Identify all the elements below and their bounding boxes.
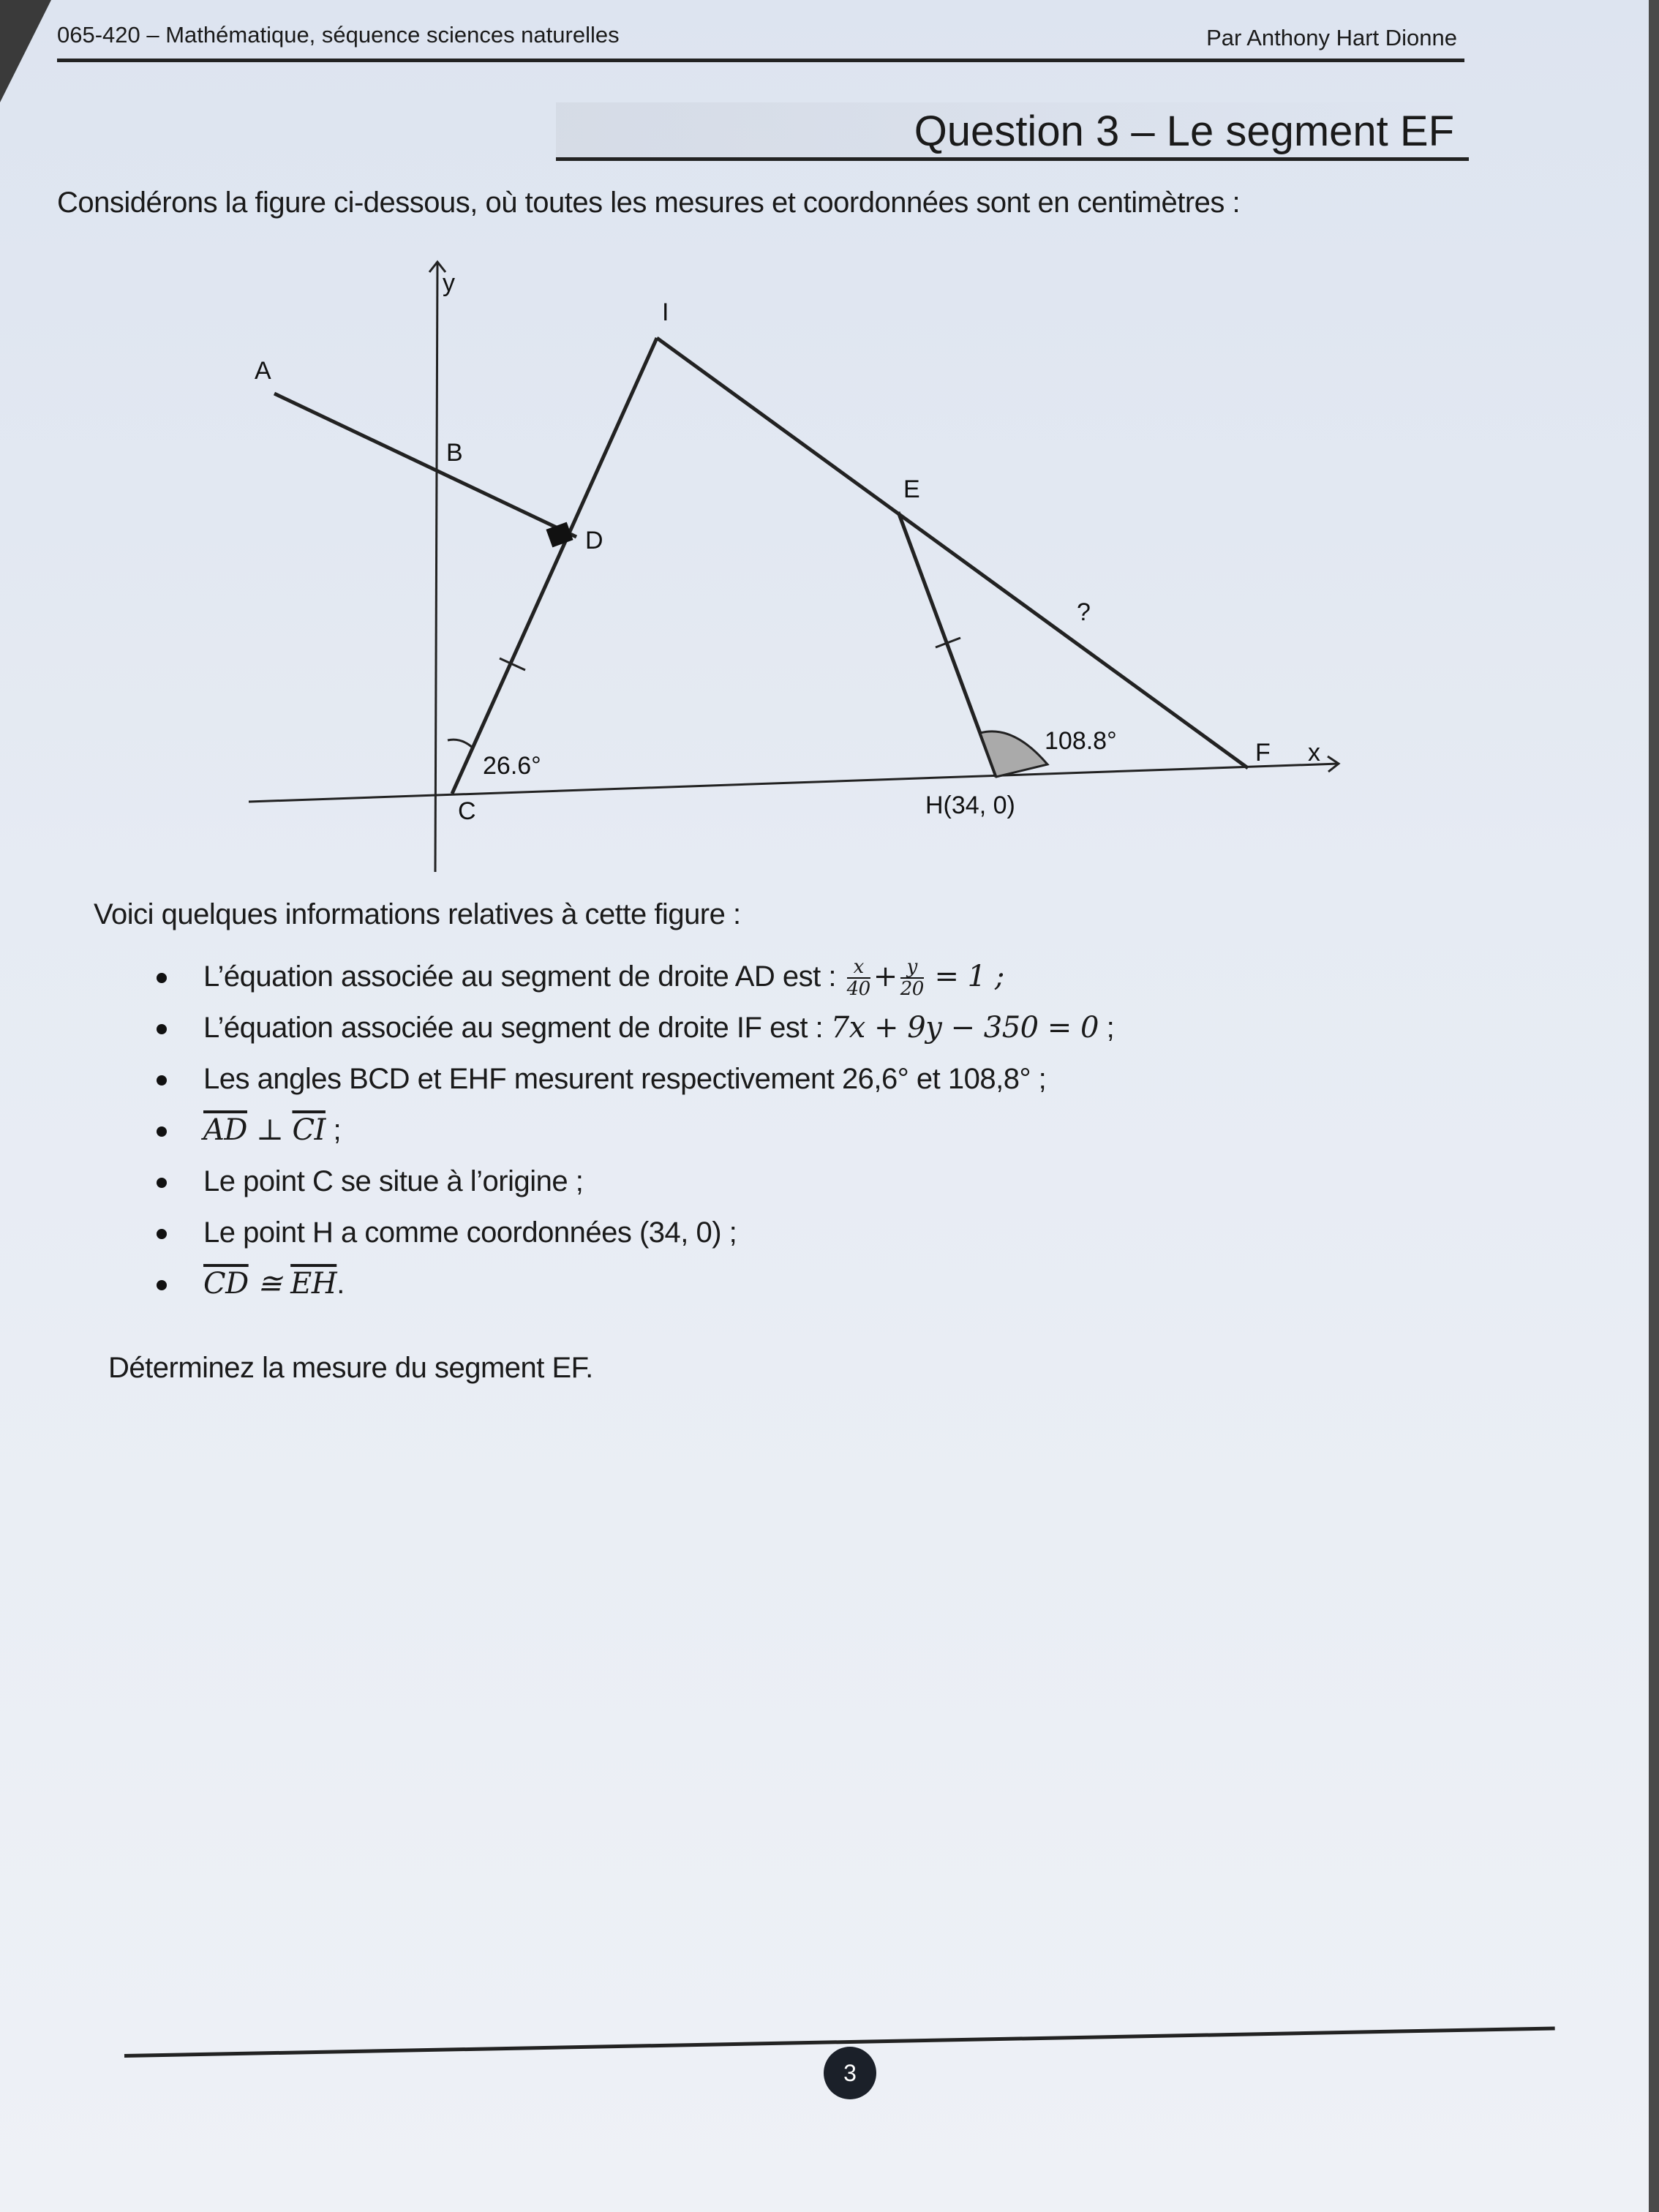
list-item <box>146 1156 1114 1207</box>
list-item <box>146 1002 1114 1053</box>
list-item <box>146 1207 1114 1258</box>
label-x-axis: x <box>1308 739 1320 767</box>
segment-ci-symbol: $\overline{CI}$ <box>292 1113 326 1147</box>
page-number: 3 <box>824 2047 876 2099</box>
segment-eh-symbol: $\overline{EH}$ <box>290 1267 337 1301</box>
label-angle-c: 26.6° <box>483 752 541 780</box>
fraction-x-denominator: 40 <box>846 978 870 1001</box>
plus-sign: + <box>873 960 898 993</box>
course-title: 065-420 – Mathématique, séquence sciences naturelles <box>57 22 620 48</box>
page-edge-shadow <box>1649 0 1659 2212</box>
list-item <box>146 1053 1114 1105</box>
list-item <box>146 1105 1114 1156</box>
fraction-y-denominator: 20 <box>900 978 924 1001</box>
x-axis <box>249 764 1339 802</box>
label-f: F <box>1255 739 1271 767</box>
question-title: Question 3 – Le segment EF <box>556 102 1469 161</box>
ad-equation-rhs: = 1 ; <box>934 960 1004 993</box>
cong-suffix: . <box>336 1268 345 1300</box>
fraction-y-numerator: y <box>900 957 924 979</box>
angles-statement: Les angles BCD et EHF mesurent respectivement 26,6° et 108,8° ; <box>203 1063 1047 1095</box>
segment-ad-symbol: $\overline{AD}$ <box>203 1113 247 1147</box>
label-angle-h: 108.8° <box>1045 727 1117 755</box>
list-item <box>146 1258 1114 1309</box>
label-a: A <box>255 357 271 385</box>
table-corner <box>0 0 51 102</box>
author-name: Par Anthony Hart Dionne <box>1206 25 1457 50</box>
congruent-symbol: ≅ <box>248 1267 291 1301</box>
fraction-x <box>847 957 870 999</box>
angle-arc-c <box>448 740 473 748</box>
list-item <box>146 951 1114 1002</box>
segment-ad <box>274 394 576 537</box>
if-equation-prefix: L’équation associée au segment de droite IF est : <box>203 1012 824 1044</box>
ad-equation-prefix: L’équation associée au segment de droite AD est : <box>203 960 836 993</box>
if-equation: 7x + 9y − 350 = 0 <box>830 1011 1099 1045</box>
segment-cd-symbol: $\overline{CD}$ <box>203 1267 249 1301</box>
origin-statement: Le point C se situe à l’origine ; <box>203 1165 584 1197</box>
info-list <box>146 951 1114 1309</box>
segment-ci <box>452 338 657 794</box>
label-d: D <box>585 527 603 554</box>
label-c: C <box>458 797 476 825</box>
label-b: B <box>446 439 463 467</box>
if-equation-suffix: ; <box>1098 1012 1115 1044</box>
y-axis <box>435 262 437 872</box>
label-y-axis: y <box>443 269 455 297</box>
fraction-y <box>900 957 924 999</box>
angle-arc-h <box>980 731 1047 777</box>
page-header <box>57 20 1464 62</box>
perpendicular-symbol: ⊥ <box>247 1113 293 1147</box>
h-coordinates-statement: Le point H a comme coordonnées (34, 0) ; <box>203 1216 737 1249</box>
label-h: H(34, 0) <box>925 791 1015 819</box>
info-intro: Voici quelques informations relatives à cette figure : <box>94 898 741 930</box>
geometry-figure <box>241 249 1353 878</box>
label-i: I <box>662 298 669 326</box>
label-e: E <box>903 475 920 503</box>
perp-suffix: ; <box>325 1114 342 1146</box>
intro-text: Considérons la figure ci-dessous, où toutes les mesures et coordonnées sont en centimètres : <box>57 187 1241 219</box>
segment-if <box>657 338 1248 768</box>
task-statement: Déterminez la mesure du segment EF. <box>108 1352 593 1384</box>
label-unknown: ? <box>1077 598 1091 626</box>
fraction-x-numerator: x <box>847 957 870 979</box>
